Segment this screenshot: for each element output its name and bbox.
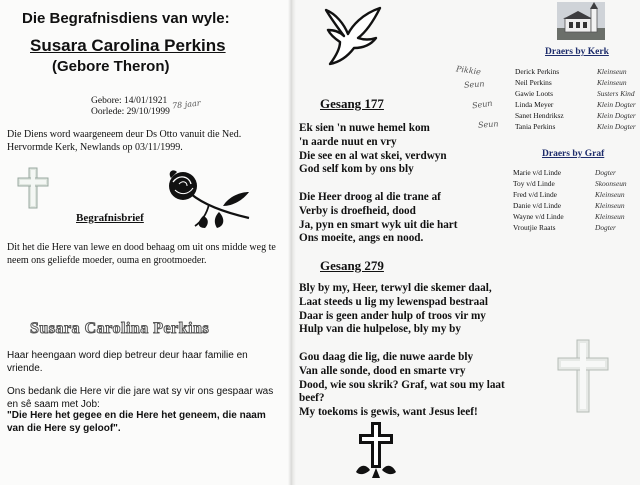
service-details: Die Diens word waargeneem deur Ds Otto vanuit die Ned. Hervormde Kerk, Newlands op 03/11/1999. [7,129,242,153]
hymn-279-line: Dood, wie sou skrik? Graf, wat sou my laat [299,378,505,391]
handwritten-note: Seun [463,79,485,90]
church-bearers-list: Derick Perkins Kleinseun Neil Perkins Kleinseun Gawie Loots Susters Kind Linda Meyer Klein Dogter Sanet Hendriksz Klein Dogter Tania Perkins Klein Dogter [515,67,636,131]
service-heading: Die Begrafnisdiens van wyle: [22,10,230,27]
dove-icon [322,4,386,71]
handwritten-note: Pikkie [455,64,482,77]
decorative-name: Susara Carolina Perkins [30,320,210,337]
hymn-279-line: Laat steeds u lig my lewenspad bestraal [299,295,488,308]
grief-text: Haar heengaan word diep betreur deur haar familie en vriende. [7,350,248,374]
hymn-279-line: beef? [299,392,325,405]
hymn-177-line: Verby is droefheid, dood [299,204,416,217]
hymn-177-line [299,177,458,191]
page-fold [288,0,296,485]
hymn-279-line: Van alle sonde, dood en smarte vry [299,364,466,377]
hymn-177-line: Ja, pyn en smart wyk uit die hart [299,218,458,231]
hymn-279-line: Hulp van die hulpelose, bly my by [299,323,461,336]
handwritten-age: 78 jaar [171,98,201,111]
maiden-name: (Gebore Theron) [52,58,170,75]
hymn-279-line: Bly by my, Heer, terwyl die skemer daal, [299,282,492,294]
hymn-177-text [299,122,458,246]
hymn-177-line: Ek sien 'n nuwe hemel kom [299,122,430,134]
church-bearers-title: Draers by Kerk [545,47,609,57]
hymn-279-line [299,337,505,351]
hymn-279-title: Gesang 279 [320,258,384,273]
hymn-279-line: Gou daag die lig, die nuwe aarde bly [299,350,474,363]
hymn-177-line: Ons moeite, angs en nood. [299,232,424,245]
funeral-letter-title: Begrafnisbrief [76,212,144,224]
church-image [557,2,605,45]
silver-cross-icon [16,166,50,215]
hymn-177-line: Die see en al wat skei, verdwyn [299,149,447,162]
hymn-177-line: Die Heer droog al die trane af [299,190,441,203]
faint-cross-icon [556,338,610,419]
handwritten-note: Seun [471,98,494,111]
grave-bearers-title: Draers by Graf [542,149,605,159]
funeral-letter: Dit het die Here van lewe en dood behaag om uit ons midde weg te neem ons geliefde moeder, ouma en grootmoeder. [7,242,276,266]
job-quote: "Die Here het gegee en die Here het geneem, die naam van die Here sy geloof". [7,410,266,434]
rose-icon [163,168,255,235]
black-cross-icon [352,420,400,485]
thanks-text: Ons bedank die Here vir die jare wat sy vir ons gespaar was en sê saam met Job: [7,386,274,410]
hymn-279-text [299,282,505,420]
hymn-177-line: God self kom by ons bly [299,163,414,176]
hymn-279-line: Daar is geen ander hulp of troos vir my [299,309,486,322]
hymn-177-title: Gesang 177 [320,96,384,111]
birth-date: Gebore: 14/01/1921 [91,96,168,106]
handwritten-note: Seun [477,119,499,130]
hymn-279-line: My toekoms is gewis, want Jesus leef! [299,406,478,419]
hymn-177-line: 'n aarde nuut en vry [299,135,397,148]
death-date: Oorlede: 29/10/1999 [91,107,170,117]
grave-bearers-list: Marie v/d Linde Dogter Toy v/d Linde Skoonseun Fred v/d Linde Kleinseun Danie v/d Linde Kleinseun Wayne v/d Linde Kleinseun Vroutjie Raats Dogter [513,168,627,232]
deceased-name: Susara Carolina Perkins [30,36,226,55]
